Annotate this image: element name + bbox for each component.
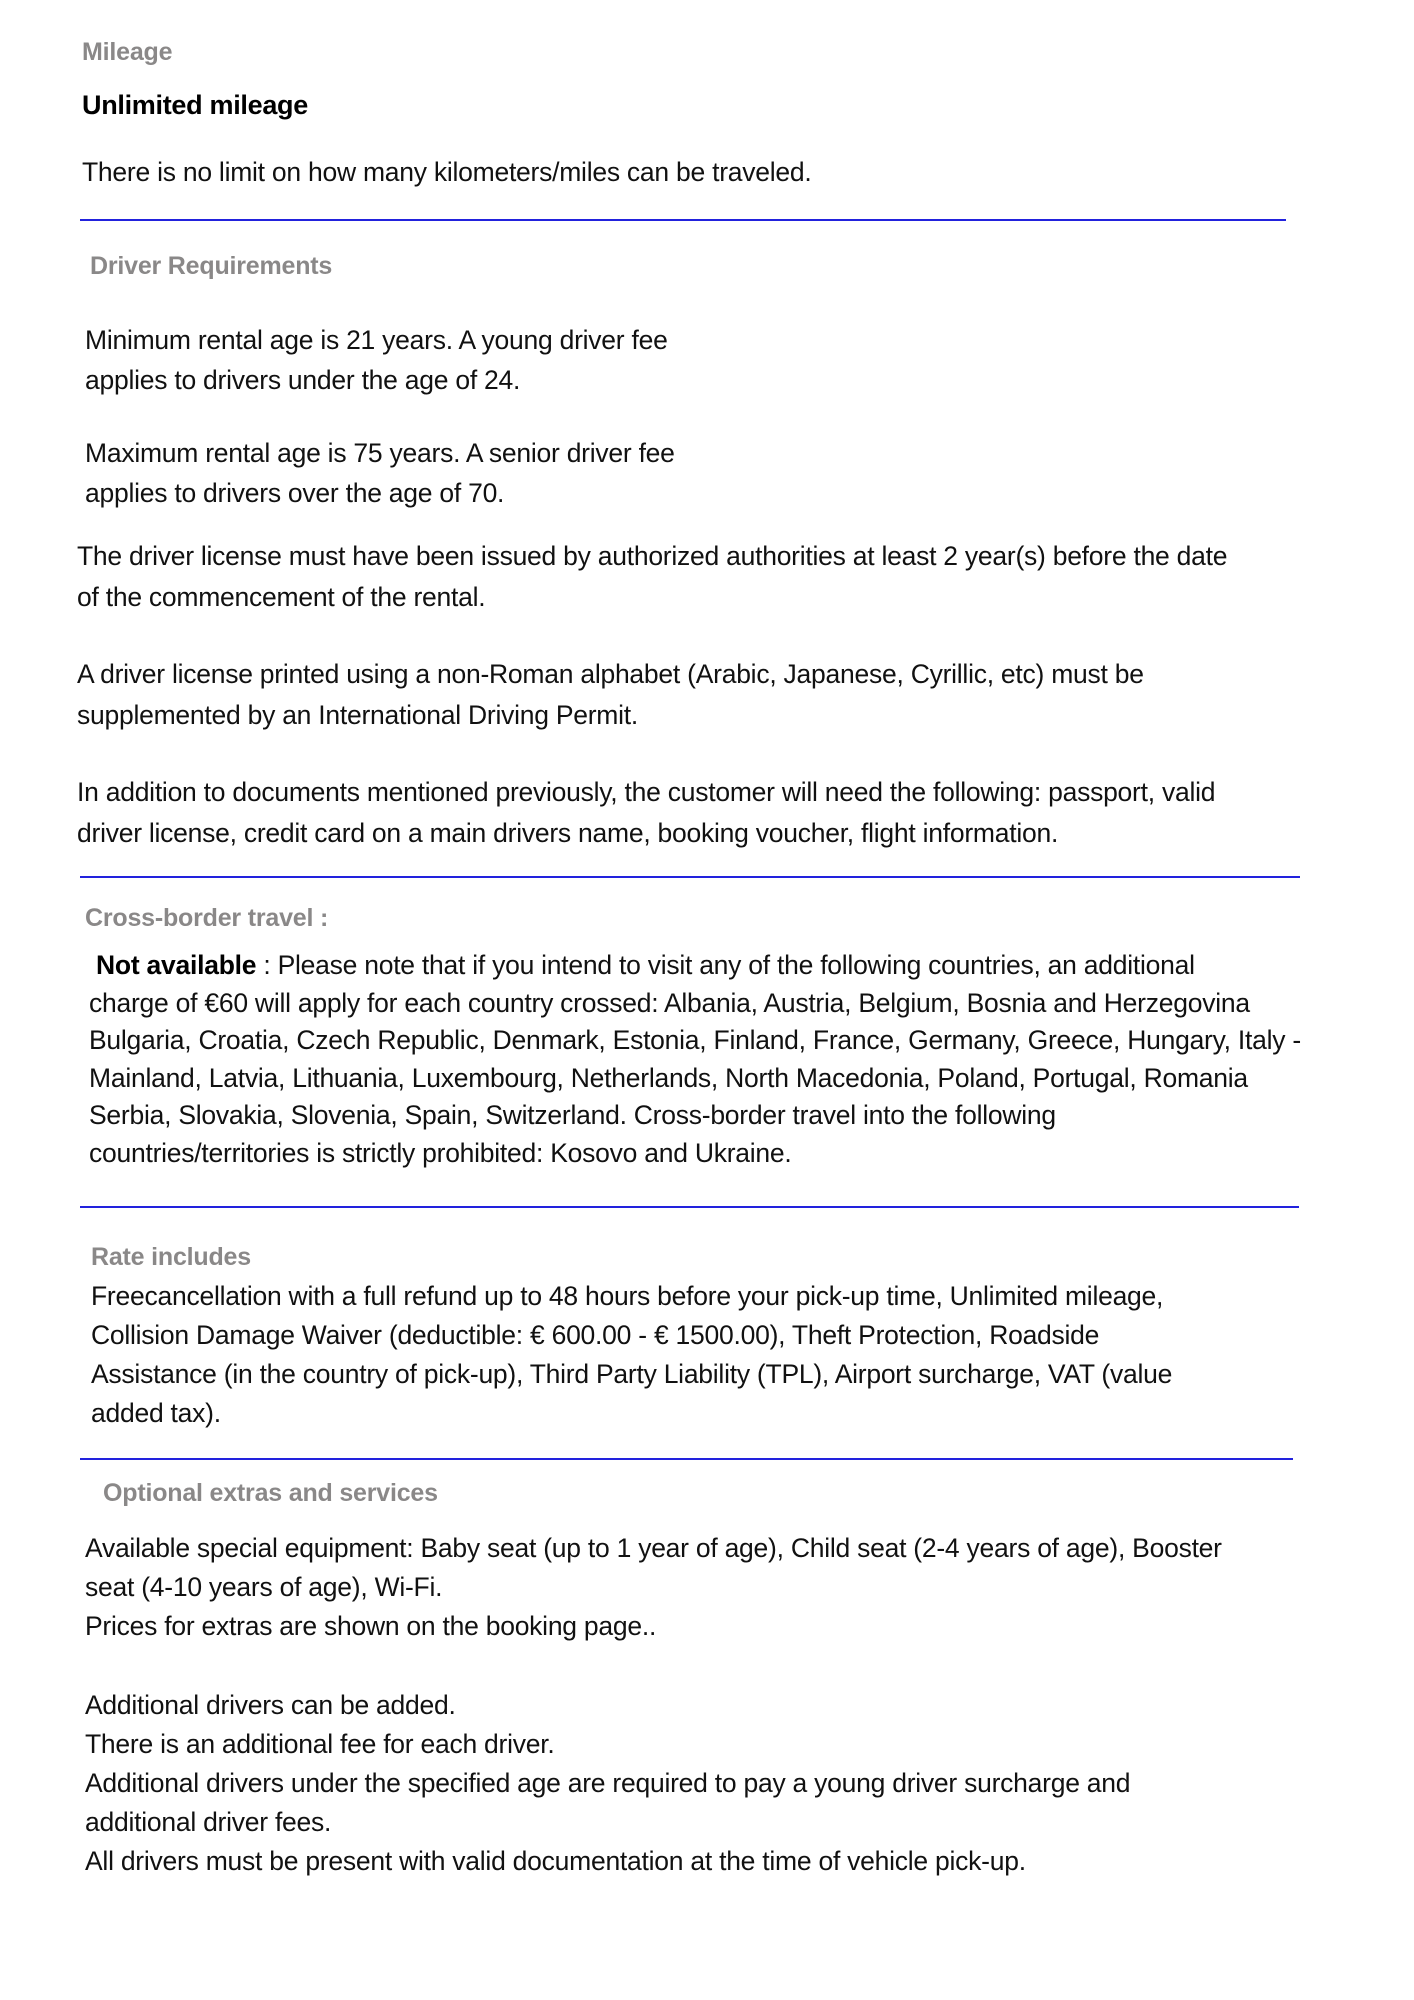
- text-line: The driver license must have been issued by authorized authorities at least 2 year(s) before the date: [77, 541, 1228, 571]
- text-line: Prices for extras are shown on the booking page..: [85, 1611, 657, 1641]
- section-divider: [80, 1458, 1293, 1460]
- rate-includes-heading: Rate includes: [91, 1243, 251, 1271]
- text-line: seat (4-10 years of age), Wi-Fi.: [85, 1572, 443, 1602]
- text-line: Mainland, Latvia, Lithuania, Luxembourg, Netherlands, North Macedonia, Poland, Portugal, Romania: [89, 1062, 1248, 1093]
- text-line: There is an additional fee for each driver.: [85, 1729, 555, 1759]
- text-line: charge of €60 will apply for each country crossed: Albania, Austria, Belgium, Bosnia and Herzegovina: [89, 987, 1250, 1018]
- optional-extras-heading: Optional extras and services: [103, 1479, 438, 1507]
- driver-requirements-heading: Driver Requirements: [90, 252, 333, 280]
- text-line: In addition to documents mentioned previously, the customer will need the following: passport, valid: [77, 777, 1216, 807]
- text-line: Minimum rental age is 21 years. A young driver fee: [85, 325, 668, 355]
- text-line: Serbia, Slovakia, Slovenia, Spain, Switzerland. Cross-border travel into the following: [89, 1100, 1056, 1130]
- text-line: Bulgaria, Croatia, Czech Republic, Denmark, Estonia, Finland, France, Germany, Greece, Hungary, Italy -: [89, 1025, 1301, 1055]
- section-divider: [80, 876, 1300, 878]
- text-line: Freecancellation with a full refund up to 48 hours before your pick-up time, Unlimited mileage,: [91, 1281, 1164, 1311]
- text-line: additional driver fees.: [85, 1807, 332, 1837]
- text-line: Additional drivers can be added.: [85, 1690, 456, 1720]
- text-line: Assistance (in the country of pick-up), Third Party Liability (TPL), Airport surcharge, VAT (value: [91, 1359, 1173, 1389]
- text-line: applies to drivers over the age of 70.: [85, 478, 505, 508]
- text-line: driver license, credit card on a main drivers name, booking voucher, flight information.: [77, 818, 1059, 848]
- text-line: applies to drivers under the age of 24.: [85, 365, 521, 395]
- text-line: Additional drivers under the specified age are required to pay a young driver surcharge and: [85, 1768, 1131, 1798]
- text-line: Available special equipment: Baby seat (up to 1 year of age), Child seat (2-4 years of age), Booster: [85, 1533, 1222, 1563]
- section-divider: [80, 1206, 1299, 1208]
- cross-border-heading: Cross-border travel :: [85, 904, 329, 932]
- text-line: of the commencement of the rental.: [77, 582, 486, 612]
- availability-status: Not available: [96, 950, 257, 980]
- availability-note: : Please note that if you intend to visit any of the following countries, an additional: [256, 950, 1195, 980]
- mileage-title: Unlimited mileage: [82, 90, 308, 120]
- text-line: Maximum rental age is 75 years. A senior driver fee: [85, 438, 675, 468]
- text-line: added tax).: [91, 1398, 221, 1428]
- mileage-heading: Mileage: [82, 38, 173, 66]
- text-line: countries/territories is strictly prohibited: Kosovo and Ukraine.: [89, 1137, 792, 1168]
- mileage-description: There is no limit on how many kilometers/miles can be traveled.: [82, 157, 812, 187]
- section-divider: [80, 219, 1286, 221]
- text-line: All drivers must be present with valid documentation at the time of vehicle pick-up.: [85, 1846, 1026, 1876]
- text-line: [96, 950, 1195, 980]
- text-line: supplemented by an International Driving Permit.: [77, 700, 638, 730]
- text-line: Collision Damage Waiver (deductible: € 600.00 - € 1500.00), Theft Protection, Roadside: [91, 1320, 1100, 1350]
- text-line: A driver license printed using a non-Roman alphabet (Arabic, Japanese, Cyrillic, etc) must be: [77, 659, 1144, 689]
